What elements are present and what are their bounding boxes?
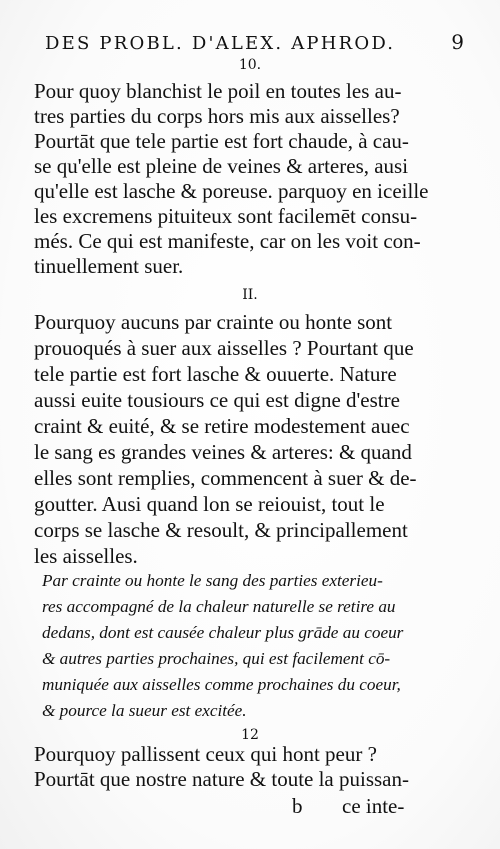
text-line: Pourtāt que tele partie est fort chaude, à cau- [34,129,409,153]
text-line: Pourquoy aucuns par crainte ou honte sont [34,310,393,334]
page-number: 9 [451,30,464,54]
text-line: le sang es grandes veines & arteres: & quand [34,440,412,464]
text-line: aussi euite tousiours ce qui est digne d'estre [34,388,400,412]
text-line: elles sont remplies, commencent à suer & de- [34,466,417,490]
signature-mark: b [292,794,303,818]
commentary-line: muniquée aux aisselles comme prochaines du coeur, [42,675,401,694]
text-line: qu'elle est lasche & poreuse. parquoy en iceille [34,179,429,203]
text-line: goutter. Ausi quand lon se reiouist, tout le [34,492,385,516]
text-line: corps se lasche & resoult, & principallement [34,518,408,542]
problem-number: 10. [238,57,262,73]
text-line: les aisselles. [34,544,138,568]
commentary-line: Par crainte ou honte le sang des parties exterieu- [42,571,383,590]
running-header [45,30,464,54]
text-line: Pour quoy blanchist le poil en toutes les au- [34,79,402,103]
text-line: prouoqués à suer aux aisselles ? Pourtant que [34,336,414,360]
text-line: tele partie est fort lasche & ouuerte. Nature [34,362,397,386]
text-line: craint & euité, & se retire modestement auec [34,414,410,438]
running-title: DES PROBL. D'ALEX. APHROD. [45,33,396,54]
text-line: més. Ce qui est manifeste, car on les voit con- [34,229,421,253]
text-line: tres parties du corps hors mis aux aisselles? [34,104,400,128]
text-line: Pourquoy pallissent ceux qui hont peur ? [34,742,377,766]
commentary-line: & autres parties prochaines, qui est facilement cō- [42,649,391,668]
text-line: les excremens pituiteux sont facilemēt consu- [34,204,418,228]
commentary-line: & pource la sueur est excitée. [42,701,247,720]
text-line: Pourtāt que nostre nature & toute la puissan- [34,767,409,791]
problem-number: 12 [241,727,259,743]
catchword: ce inte- [342,794,405,818]
commentary-line: res accompagné de la chaleur naturelle se retire au [42,597,396,616]
text-line: se qu'elle est pleine de veines & arteres, ausi [34,154,409,178]
problem-number: II. [242,287,258,303]
commentary-line: dedans, dont est causée chaleur plus grāde au coeur [42,623,404,642]
text-line: tinuellement suer. [34,254,184,278]
